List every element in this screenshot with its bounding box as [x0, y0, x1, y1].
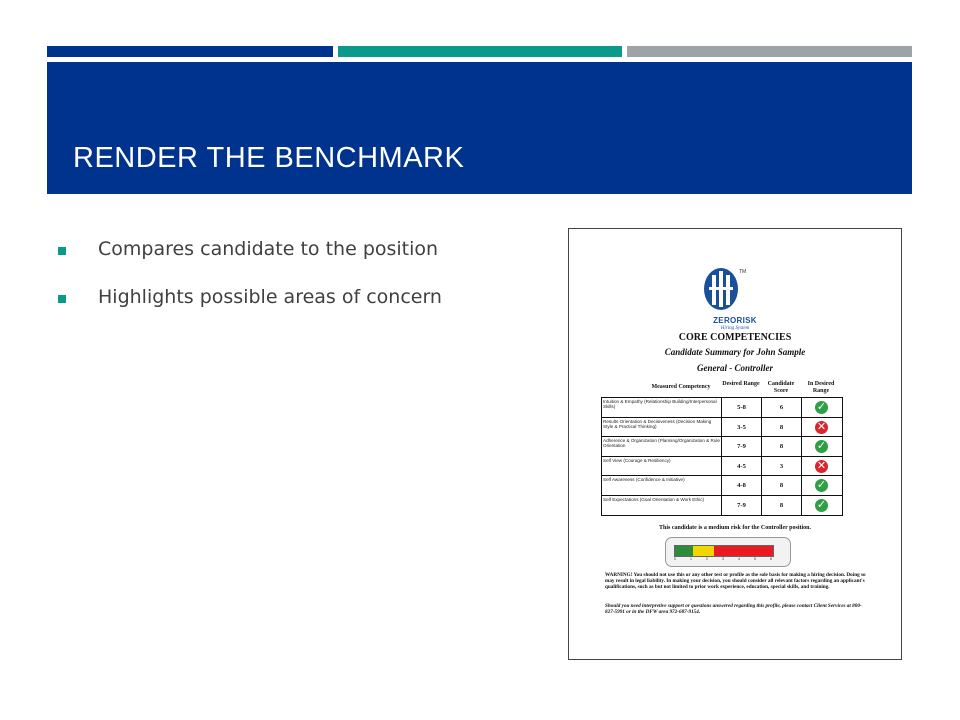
x-icon: ✕: [816, 458, 827, 472]
competency-cell: [602, 398, 722, 417]
competency-cell: [602, 418, 722, 437]
table-header: [601, 379, 873, 399]
competency-cell: [602, 437, 722, 456]
candidate-score-value: 8: [779, 423, 784, 431]
column-header: Candidate Score: [767, 381, 795, 394]
desired-range-cell: [722, 496, 762, 516]
desired-range-value: 5-8: [737, 404, 746, 411]
check-icon: ✓: [816, 400, 827, 413]
desired-range-value: 7-9: [737, 501, 746, 509]
candidate-score-value: 3: [779, 462, 784, 470]
desired-range-cell: [722, 437, 762, 456]
gauge-tick-label: 6: [770, 557, 772, 561]
title-band: [47, 62, 912, 194]
gauge-tick-label: 2: [706, 557, 708, 561]
gauge-tick-label: 0: [674, 557, 676, 561]
brand-name: ZERORISK: [713, 316, 757, 325]
gauge-tick-label: 1: [690, 557, 692, 561]
competency-cell: [602, 476, 722, 495]
in-range-cell: [802, 457, 842, 476]
report-heading: CORE COMPETENCIES: [678, 332, 792, 343]
bullet-list: [58, 234, 538, 330]
column-header: Measured Competency: [651, 384, 711, 390]
bullet-item: [58, 282, 538, 330]
competency-cell: [602, 496, 722, 516]
warning-text: WARNING! You should not use this or any other test or profile as the sole basis for making a hiring decision. Doing so may result in legal liability. In making your decision, you should consider all relevant factors regarding an applicant's qualifications, such as but not limited to prior work experience, education, special skills, and training.: [605, 572, 866, 590]
desired-range-cell: [722, 418, 762, 437]
gauge-tick-label: 5: [754, 557, 756, 561]
gauge-segment: [714, 546, 773, 556]
risk-gauge-ticks: [674, 557, 774, 562]
in-range-cell: [802, 398, 842, 417]
risk-statement: This candidate is a medium risk for the Controller position.: [658, 525, 811, 531]
table-row: [602, 476, 842, 496]
check-icon: ✓: [816, 439, 827, 452]
bullet-item: [58, 234, 538, 282]
table-row: [602, 457, 842, 477]
report-position: General - Controller: [696, 363, 773, 373]
competency-label: Results Orientation & Decisiveness (Decision Making Style & Practical Thinking): [603, 418, 712, 429]
competency-label: Adherence & Organization (Planning/Organization & Rule Orientation: [603, 438, 720, 449]
in-range-cell: [802, 496, 842, 516]
competency-label: Intuition & Empathy (Relationship Building/Interpersonal Skills): [603, 399, 717, 410]
desired-range-value: 4-8: [737, 482, 746, 489]
candidate-score-value: 8: [779, 482, 784, 489]
accent-bar-gray: [627, 46, 912, 57]
candidate-score-value: 8: [779, 501, 784, 509]
competency-label: Self Awareness (Confidence & Initiative): [603, 477, 685, 482]
risk-gauge: [665, 537, 791, 567]
candidate-score-cell: [762, 496, 802, 516]
zerorisk-logo-icon: [701, 265, 741, 321]
gauge-tick-label: 3: [722, 557, 724, 561]
in-range-cell: [802, 418, 842, 437]
candidate-score-value: 6: [779, 404, 784, 411]
square-bullet-icon: [58, 247, 66, 255]
bullet-text: Highlights possible areas of concern: [98, 286, 442, 308]
report-thumbnail: [568, 228, 902, 660]
bullet-text: Compares candidate to the position: [98, 238, 439, 260]
in-range-cell: [802, 437, 842, 456]
report-subheading: Candidate Summary for John Sample: [664, 347, 806, 357]
desired-range-cell: [722, 457, 762, 476]
gauge-tick-label: 4: [738, 557, 740, 561]
desired-range-cell: [722, 398, 762, 417]
x-icon: ✕: [816, 419, 827, 433]
table-row: [602, 496, 842, 516]
risk-gauge-bar: [674, 545, 774, 557]
competency-label: Self View (Courage & Resiliency): [603, 457, 671, 463]
candidate-score-cell: [762, 418, 802, 437]
table-row: [602, 437, 842, 457]
trademark-mark: TM: [739, 269, 747, 275]
contact-text: Should you need interpretive support or questions answered regarding this profile, please contact Client Services at 800-827-5991 or in the DFW area 972-687-9154.: [605, 603, 862, 615]
accent-bar-navy: [47, 46, 333, 57]
candidate-score-value: 8: [779, 443, 784, 450]
desired-range-value: 4-5: [737, 462, 746, 470]
gauge-segment: [693, 546, 715, 556]
accent-bar-teal: [338, 46, 622, 57]
table-row: [602, 398, 842, 418]
column-header: Desired Range: [722, 381, 760, 387]
competency-cell: [602, 457, 722, 476]
column-header: In Desired Range: [807, 381, 835, 394]
square-bullet-icon: [58, 295, 66, 303]
desired-range-value: 7-9: [737, 443, 746, 450]
gauge-segment: [675, 546, 693, 556]
table-row: [602, 418, 842, 438]
check-icon: ✓: [816, 497, 827, 511]
in-range-cell: [802, 476, 842, 495]
competency-label: Self Expectations (Goal Orientation & Work Ethic): [603, 496, 705, 502]
candidate-score-cell: [762, 476, 802, 495]
candidate-score-cell: [762, 398, 802, 417]
brand-subtitle: Hiring System: [720, 326, 750, 331]
candidate-score-cell: [762, 437, 802, 456]
candidate-score-cell: [762, 457, 802, 476]
desired-range-value: 3-5: [737, 423, 746, 431]
competency-table: [601, 379, 873, 511]
check-icon: ✓: [816, 478, 827, 491]
slide-title: RENDER THE BENCHMARK: [73, 142, 465, 174]
desired-range-cell: [722, 476, 762, 495]
table-body: [601, 397, 843, 516]
